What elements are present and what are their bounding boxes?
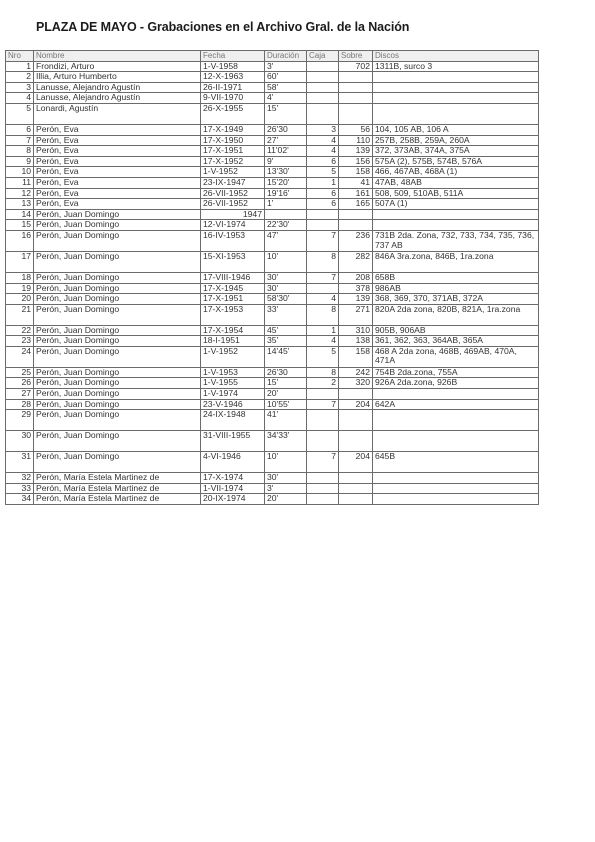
discs-cell: 466, 467AB, 468A (1): [373, 167, 539, 178]
envelope-cell: 208: [339, 272, 373, 283]
discs-cell: [373, 103, 539, 124]
duration-cell: [265, 209, 307, 220]
discs-cell: 47AB, 48AB: [373, 177, 539, 188]
row-number: 18: [6, 272, 34, 283]
envelope-cell: 204: [339, 452, 373, 473]
row-number: 13: [6, 199, 34, 210]
name-cell: Perón, Juan Domingo: [34, 389, 201, 400]
row-number: 33: [6, 483, 34, 494]
discs-cell: 372, 373AB, 374A, 375A: [373, 146, 539, 157]
discs-cell: 905B, 906AB: [373, 325, 539, 336]
envelope-cell: [339, 389, 373, 400]
date-cell: 12-VI-1974: [201, 220, 265, 231]
box-cell: 4: [307, 336, 339, 347]
envelope-cell: 282: [339, 251, 373, 272]
discs-cell: 368, 369, 370, 371AB, 372A: [373, 294, 539, 305]
table-row: [6, 124, 539, 135]
name-cell: Perón, Juan Domingo: [34, 209, 201, 220]
name-cell: Perón, Juan Domingo: [34, 304, 201, 325]
box-cell: 1: [307, 325, 339, 336]
row-number: 10: [6, 167, 34, 178]
date-cell: 23-V-1946: [201, 399, 265, 410]
box-cell: 7: [307, 272, 339, 283]
date-cell: 26-X-1955: [201, 103, 265, 124]
table-row: [6, 188, 539, 199]
table-row: [6, 61, 539, 72]
box-cell: 6: [307, 156, 339, 167]
discs-cell: 754B 2da.zona, 755A: [373, 367, 539, 378]
discs-cell: 507A (1): [373, 199, 539, 210]
row-number: 22: [6, 325, 34, 336]
duration-cell: 60': [265, 72, 307, 83]
row-number: 23: [6, 336, 34, 347]
duration-cell: 20': [265, 389, 307, 400]
table-row: [6, 346, 539, 367]
duration-cell: 34'33': [265, 431, 307, 452]
name-cell: Perón, Eva: [34, 146, 201, 157]
box-cell: 3: [307, 124, 339, 135]
duration-cell: 10': [265, 452, 307, 473]
duration-cell: 30': [265, 473, 307, 484]
title-bold: PLAZA DE MAYO: [36, 20, 137, 34]
name-cell: Perón, Juan Domingo: [34, 367, 201, 378]
row-number: 15: [6, 220, 34, 231]
date-cell: 17-X-1974: [201, 473, 265, 484]
box-cell: 7: [307, 452, 339, 473]
row-number: 2: [6, 72, 34, 83]
row-number: 4: [6, 93, 34, 104]
discs-cell: 642A: [373, 399, 539, 410]
box-cell: 2: [307, 378, 339, 389]
duration-cell: 15'20': [265, 177, 307, 188]
box-cell: [307, 220, 339, 231]
row-number: 7: [6, 135, 34, 146]
name-cell: Perón, Juan Domingo: [34, 325, 201, 336]
discs-cell: 575A (2), 575B, 574B, 576A: [373, 156, 539, 167]
date-cell: 16-IV-1953: [201, 230, 265, 251]
box-cell: [307, 473, 339, 484]
discs-cell: 508, 509, 510AB, 511A: [373, 188, 539, 199]
date-cell: 1947: [201, 209, 265, 220]
table-row: [6, 431, 539, 452]
row-number: 16: [6, 230, 34, 251]
discs-cell: 257B, 258B, 259A, 260A: [373, 135, 539, 146]
name-cell: Perón, Juan Domingo: [34, 410, 201, 431]
title-rest: - Grabaciones en el Archivo Gral. de la Nación: [136, 20, 410, 34]
date-cell: 1-VII-1974: [201, 483, 265, 494]
table-row: [6, 336, 539, 347]
table-row: [6, 72, 539, 83]
duration-cell: 11'02': [265, 146, 307, 157]
row-number: 29: [6, 410, 34, 431]
envelope-cell: 204: [339, 399, 373, 410]
date-cell: 26-VII-1952: [201, 199, 265, 210]
page-title: [36, 20, 409, 34]
envelope-cell: 320: [339, 378, 373, 389]
name-cell: Perón, Juan Domingo: [34, 230, 201, 251]
duration-cell: 33': [265, 304, 307, 325]
table-row: [6, 283, 539, 294]
name-cell: Lonardi, Agustín: [34, 103, 201, 124]
box-cell: 4: [307, 135, 339, 146]
date-cell: 1-V-1955: [201, 378, 265, 389]
discs-cell: [373, 209, 539, 220]
box-cell: [307, 61, 339, 72]
date-cell: 18-I-1951: [201, 336, 265, 347]
name-cell: Perón, Juan Domingo: [34, 336, 201, 347]
box-cell: 4: [307, 146, 339, 157]
envelope-cell: 236: [339, 230, 373, 251]
header-cell: Nombre: [34, 51, 201, 62]
row-number: 30: [6, 431, 34, 452]
row-number: 17: [6, 251, 34, 272]
name-cell: Perón, María Estela Martinez de: [34, 473, 201, 484]
row-number: 19: [6, 283, 34, 294]
name-cell: Perón, Juan Domingo: [34, 220, 201, 231]
discs-cell: [373, 82, 539, 93]
header-cell: Nro: [6, 51, 34, 62]
box-cell: [307, 82, 339, 93]
duration-cell: 30': [265, 272, 307, 283]
name-cell: Frondizi, Arturo: [34, 61, 201, 72]
envelope-cell: [339, 93, 373, 104]
discs-cell: [373, 220, 539, 231]
duration-cell: 58': [265, 82, 307, 93]
table-row: [6, 473, 539, 484]
table-row: [6, 304, 539, 325]
duration-cell: 4': [265, 93, 307, 104]
table-row: [6, 199, 539, 210]
discs-cell: [373, 473, 539, 484]
discs-cell: 986AB: [373, 283, 539, 294]
name-cell: Perón, Eva: [34, 177, 201, 188]
row-number: 20: [6, 294, 34, 305]
box-cell: 6: [307, 199, 339, 210]
table-row: [6, 410, 539, 431]
name-cell: Perón, Eva: [34, 124, 201, 135]
box-cell: 7: [307, 399, 339, 410]
name-cell: Perón, Juan Domingo: [34, 272, 201, 283]
name-cell: Perón, Juan Domingo: [34, 431, 201, 452]
envelope-cell: [339, 410, 373, 431]
duration-cell: 1': [265, 199, 307, 210]
date-cell: 12-X-1963: [201, 72, 265, 83]
envelope-cell: 310: [339, 325, 373, 336]
duration-cell: 3': [265, 483, 307, 494]
name-cell: Perón, María Estela Martinez de: [34, 494, 201, 505]
row-number: 11: [6, 177, 34, 188]
envelope-cell: [339, 431, 373, 452]
box-cell: 1: [307, 177, 339, 188]
box-cell: 8: [307, 367, 339, 378]
date-cell: 24-IX-1948: [201, 410, 265, 431]
discs-cell: 846A 3ra.zona, 846B, 1ra.zona: [373, 251, 539, 272]
name-cell: Perón, Juan Domingo: [34, 399, 201, 410]
box-cell: [307, 389, 339, 400]
table-row: [6, 103, 539, 124]
table-row: [6, 378, 539, 389]
table-row: [6, 230, 539, 251]
duration-cell: 41': [265, 410, 307, 431]
name-cell: Illia, Arturo Humberto: [34, 72, 201, 83]
row-number: 25: [6, 367, 34, 378]
envelope-cell: 41: [339, 177, 373, 188]
duration-cell: 19'16': [265, 188, 307, 199]
envelope-cell: 110: [339, 135, 373, 146]
table-row: [6, 82, 539, 93]
table-row: [6, 220, 539, 231]
date-cell: 26-VII-1952: [201, 188, 265, 199]
discs-cell: 658B: [373, 272, 539, 283]
table-row: [6, 93, 539, 104]
date-cell: 17-X-1951: [201, 146, 265, 157]
date-cell: 17-X-1949: [201, 124, 265, 135]
table-row: [6, 325, 539, 336]
duration-cell: 13'30': [265, 167, 307, 178]
envelope-cell: 161: [339, 188, 373, 199]
table-row: [6, 177, 539, 188]
date-cell: 17-X-1951: [201, 294, 265, 305]
table-row: [6, 389, 539, 400]
envelope-cell: [339, 82, 373, 93]
box-cell: 5: [307, 167, 339, 178]
duration-cell: 58'30': [265, 294, 307, 305]
envelope-cell: 378: [339, 283, 373, 294]
duration-cell: 3': [265, 61, 307, 72]
row-number: 8: [6, 146, 34, 157]
name-cell: Perón, Juan Domingo: [34, 283, 201, 294]
box-cell: 4: [307, 294, 339, 305]
date-cell: 4-VI-1946: [201, 452, 265, 473]
discs-cell: [373, 389, 539, 400]
envelope-cell: 158: [339, 167, 373, 178]
header-cell: Caja: [307, 51, 339, 62]
table-row: [6, 399, 539, 410]
duration-cell: 27': [265, 135, 307, 146]
table-row: [6, 167, 539, 178]
row-number: 12: [6, 188, 34, 199]
table-row: [6, 156, 539, 167]
duration-cell: 20': [265, 494, 307, 505]
duration-cell: 45': [265, 325, 307, 336]
box-cell: [307, 431, 339, 452]
row-number: 14: [6, 209, 34, 220]
box-cell: 5: [307, 346, 339, 367]
duration-cell: 30': [265, 283, 307, 294]
row-number: 34: [6, 494, 34, 505]
envelope-cell: 56: [339, 124, 373, 135]
duration-cell: 15': [265, 378, 307, 389]
row-number: 24: [6, 346, 34, 367]
row-number: 21: [6, 304, 34, 325]
row-number: 27: [6, 389, 34, 400]
duration-cell: 26'30: [265, 124, 307, 135]
duration-cell: 10': [265, 251, 307, 272]
date-cell: 1-V-1952: [201, 167, 265, 178]
header-cell: Duración: [265, 51, 307, 62]
table-header-row: [6, 51, 539, 62]
envelope-cell: 139: [339, 146, 373, 157]
row-number: 9: [6, 156, 34, 167]
discs-cell: [373, 93, 539, 104]
envelope-cell: [339, 209, 373, 220]
name-cell: Lanusse, Alejandro Agustín: [34, 93, 201, 104]
row-number: 31: [6, 452, 34, 473]
date-cell: 1-V-1953: [201, 367, 265, 378]
name-cell: Perón, Eva: [34, 135, 201, 146]
table-row: [6, 251, 539, 272]
row-number: 26: [6, 378, 34, 389]
discs-cell: [373, 72, 539, 83]
discs-cell: 926A 2da.zona, 926B: [373, 378, 539, 389]
date-cell: 17-X-1953: [201, 304, 265, 325]
date-cell: 23-IX-1947: [201, 177, 265, 188]
row-number: 28: [6, 399, 34, 410]
duration-cell: 9': [265, 156, 307, 167]
duration-cell: 47': [265, 230, 307, 251]
date-cell: 1-V-1952: [201, 346, 265, 367]
discs-cell: 820A 2da zona, 820B, 821A, 1ra.zona: [373, 304, 539, 325]
envelope-cell: 138: [339, 336, 373, 347]
envelope-cell: 242: [339, 367, 373, 378]
table-row: [6, 452, 539, 473]
date-cell: 1-V-1974: [201, 389, 265, 400]
date-cell: 15-XI-1953: [201, 251, 265, 272]
envelope-cell: [339, 72, 373, 83]
name-cell: Perón, Eva: [34, 167, 201, 178]
box-cell: [307, 283, 339, 294]
date-cell: 17-X-1950: [201, 135, 265, 146]
duration-cell: 10'55': [265, 399, 307, 410]
envelope-cell: [339, 220, 373, 231]
date-cell: 26-II-1971: [201, 82, 265, 93]
discs-cell: 1311B, surco 3: [373, 61, 539, 72]
name-cell: Perón, Eva: [34, 188, 201, 199]
box-cell: [307, 103, 339, 124]
box-cell: [307, 93, 339, 104]
name-cell: Perón, Eva: [34, 156, 201, 167]
row-number: 1: [6, 61, 34, 72]
envelope-cell: 271: [339, 304, 373, 325]
envelope-cell: 702: [339, 61, 373, 72]
table-row: [6, 272, 539, 283]
duration-cell: 26'30: [265, 367, 307, 378]
duration-cell: 22'30': [265, 220, 307, 231]
name-cell: Lanusse, Alejandro Agustín: [34, 82, 201, 93]
date-cell: 17-X-1945: [201, 283, 265, 294]
name-cell: Perón, Juan Domingo: [34, 294, 201, 305]
discs-cell: 468 A 2da zona, 468B, 469AB, 470A, 471A: [373, 346, 539, 367]
duration-cell: 14'45': [265, 346, 307, 367]
date-cell: 17-X-1954: [201, 325, 265, 336]
box-cell: 6: [307, 188, 339, 199]
table-row: [6, 294, 539, 305]
name-cell: Perón, Juan Domingo: [34, 251, 201, 272]
recordings-table: [5, 50, 539, 505]
discs-cell: 731B 2da. Zona, 732, 733, 734, 735, 736, 737 AB: [373, 230, 539, 251]
discs-cell: [373, 410, 539, 431]
date-cell: 31-VIII-1955: [201, 431, 265, 452]
name-cell: Perón, María Estela Martinez de: [34, 483, 201, 494]
date-cell: 1-V-1958: [201, 61, 265, 72]
discs-cell: [373, 431, 539, 452]
envelope-cell: 139: [339, 294, 373, 305]
envelope-cell: 165: [339, 199, 373, 210]
name-cell: Perón, Juan Domingo: [34, 346, 201, 367]
box-cell: [307, 494, 339, 505]
table-row: [6, 209, 539, 220]
discs-cell: 104, 105 AB, 106 A: [373, 124, 539, 135]
row-number: 32: [6, 473, 34, 484]
discs-cell: [373, 494, 539, 505]
envelope-cell: [339, 103, 373, 124]
box-cell: 7: [307, 230, 339, 251]
date-cell: 9-VII-1970: [201, 93, 265, 104]
envelope-cell: 158: [339, 346, 373, 367]
table-row: [6, 483, 539, 494]
envelope-cell: [339, 483, 373, 494]
date-cell: 17-X-1952: [201, 156, 265, 167]
row-number: 6: [6, 124, 34, 135]
name-cell: Perón, Juan Domingo: [34, 378, 201, 389]
box-cell: 8: [307, 304, 339, 325]
header-cell: Discos: [373, 51, 539, 62]
duration-cell: 35': [265, 336, 307, 347]
table-row: [6, 135, 539, 146]
table-row: [6, 146, 539, 157]
duration-cell: 15': [265, 103, 307, 124]
envelope-cell: 156: [339, 156, 373, 167]
discs-cell: 645B: [373, 452, 539, 473]
envelope-cell: [339, 473, 373, 484]
name-cell: Perón, Juan Domingo: [34, 452, 201, 473]
row-number: 5: [6, 103, 34, 124]
box-cell: [307, 483, 339, 494]
discs-cell: 361, 362, 363, 364AB, 365A: [373, 336, 539, 347]
name-cell: Perón, Eva: [34, 199, 201, 210]
envelope-cell: [339, 494, 373, 505]
date-cell: 17-VIII-1946: [201, 272, 265, 283]
box-cell: 8: [307, 251, 339, 272]
table-row: [6, 494, 539, 505]
table-row: [6, 367, 539, 378]
date-cell: 20-IX-1974: [201, 494, 265, 505]
row-number: 3: [6, 82, 34, 93]
header-cell: Fecha: [201, 51, 265, 62]
box-cell: [307, 410, 339, 431]
box-cell: [307, 209, 339, 220]
box-cell: [307, 72, 339, 83]
header-cell: Sobre: [339, 51, 373, 62]
discs-cell: [373, 483, 539, 494]
